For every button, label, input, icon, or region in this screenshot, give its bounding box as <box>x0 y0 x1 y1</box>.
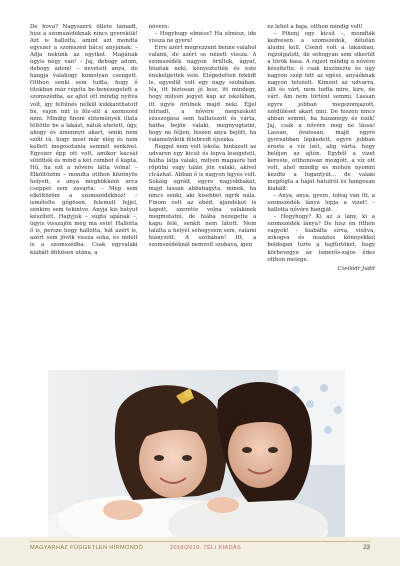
paragraph: – Hogyhogy? Ki az a lány, ki a szomszédék lánya? De hisz én itthon vagyok! – kiabálta sírva, visítva, zokogva és mazatos könnyekkel boldogan túrte a hajfürtöket, hogy körbevegye az ismerős-zajos édes otthon melege. <box>267 214 376 263</box>
page-number: 23 <box>363 545 370 551</box>
article-column-3 <box>267 24 375 359</box>
paragraph: De hova? Nagyszerű ötlete támadt, hisz a szomszédéknak nincs gyerekük! Azt is hallotta, amint azt mondta egyszer a szomszéd bácsi anyjának: – Adja nekünk az egyiket. Magának úgyis négy van! – Jaj, dehogy adom, dehogy adom! – nevetett anya, de hangja valahogy komolyan csengett. Otthon senki sem tudta, hogy ő titokban már régóta be-benézegetett a szomszédba, az ajtót ott mindig nyitva volt, így feltűnés nélkül kukkanthatott be, vajon mit is főz-süt a szomszéd néni. Mindig finom süteményék illata töltötte be a lakást, náluk ehetett, úgy, ahogy és amennyit akart, senki nem szólt rá, hogy most már elég és nem kellett megosztania semmit senkivel. Egyszer épp ott volt, amikor kacsát sütöttek és mind a két combot ő kapta. Hű, ha ezt a nővére látta volna! – Elköltözöm – mondta otthon közönyös helyett, s anya meghökkent arca cseppet sem zavarta. – Meg sem elköltözöm a szomszédékhoz! – ismételte gőgösen, felemelt fejjel, senkire sem tekintve. Anyja kis batyut készített. Hagyjuk – súgta apának –, úgyis visszajön még ma este! Hallotta ő is, persze hogy hallotta, hát azért is, azért sem jövök vissza soha, és indult is a szomszédba. Csak egyvalaki kiabált dühösen utána, a <box>30 24 138 256</box>
author-signature: Czeilódr Judit <box>337 265 376 272</box>
article-column-2 <box>149 24 257 359</box>
paragraph: – Pihenj egy kicsit –, mondták kedvesen a szomszédok, délután aludni kell. Csend volt a lakásban, rajzolgatott, de sehogyan sem sikerült a török basa. A rajzot mindig a nővére készítette, ő csak kiszínezte és úgy nagyon szép lett az egész, anyáéknak nagyon tetszett. Kiment az udvarra, állt és várt, nem tudta mire, kire, de várt. Ám nem történt semmi. Lassan egyre jobban megszomjazott, szédüléset akart inni. De hiszen nincs abban semmi, ha hazamegy és iszik! Jaj, csak a nővére meg ne lássa! Lassan, óvatosan, majd egyre gyorsabban lépkedett, egyre jobban érezte a víz ízét, alig várta, hogy beléjen az ajtón. Egyből a vizet kereste, otthonosan mozgott, a víz ott volt, ahol mindig és mohón nyomni kezdte a fogantyút... de valaki megfogta a háját hátulról és hangosan kiabált: <box>267 31 376 193</box>
issue-label: 2018/2019. TÉLI KIADÁS <box>170 545 242 551</box>
photo-two-girls-icon <box>48 370 345 538</box>
paragraph: nővére: <box>148 24 170 30</box>
paragraph: Erre azért megrezzent benne valahol valami, de azért se nézett vissza. A szomszédék nagyon örültek, ágyat, hiuztak neki, kényeztették és este énekelgettek vele. Elégedetten feküdt le, egyedül volt egy nagy szobában. Na, itt biztosan jó lesz, itt mindegy, hogy milyen jegyet kap az iskolában, itt úgyis örülnek majd neki. Éjjel felriadt, a nővére megszokott szuszogása sem hallatszott és várta, hátha bejön valaki, megnyugtatni, hogy ne féljen, hiszen anya bejött, ha valamelyikük félebredt éjszaka. <box>148 45 257 143</box>
photo-two-girls <box>48 370 345 538</box>
magazine-name: MAGYARHÁZ FÜGGETLEN HÍRMONDÓ <box>30 545 144 551</box>
page-footer <box>0 537 400 566</box>
paragraph: – Hogyhogy elmész? Ha elmész, ide vissza ne gyere! <box>148 31 257 45</box>
paragraph: Reggel nem volt iskola, hintázott az udvaron egy kicsit és lopva lesegetett, hátha látja valaki, milyen magasra tud röpülni vagy talán jön valaki, akivel cicázhat. Abban ő is nagyon ügyes volt. Sokáig ugrált, egyre nagyobbakat, majd lassan abbahagyta, minek, ha nincs senki, aki kisebbet ugrik nála. Finom volt az ebéd, ajándékot is kapott, szerette volna valakinek megmutatni, de hiába nézegette a kapu felé, senkit nem látott. Nem találta a helyét sehogysem sem, valami hiányzott. A szobában! Itt, a szomszédéknál nemvolt szobava, igen <box>148 143 257 249</box>
paragraph: – Anya, anya, gyere, tolvaj van itt, a szomszédék lánya lopja a vizet! – hallotta nővére hangját. <box>267 193 376 214</box>
footer-rule <box>30 541 370 542</box>
article-columns <box>30 24 375 359</box>
article-column-1 <box>30 24 138 359</box>
paragraph: ez lehet a baja, otthon mindig volt! <box>267 24 363 30</box>
